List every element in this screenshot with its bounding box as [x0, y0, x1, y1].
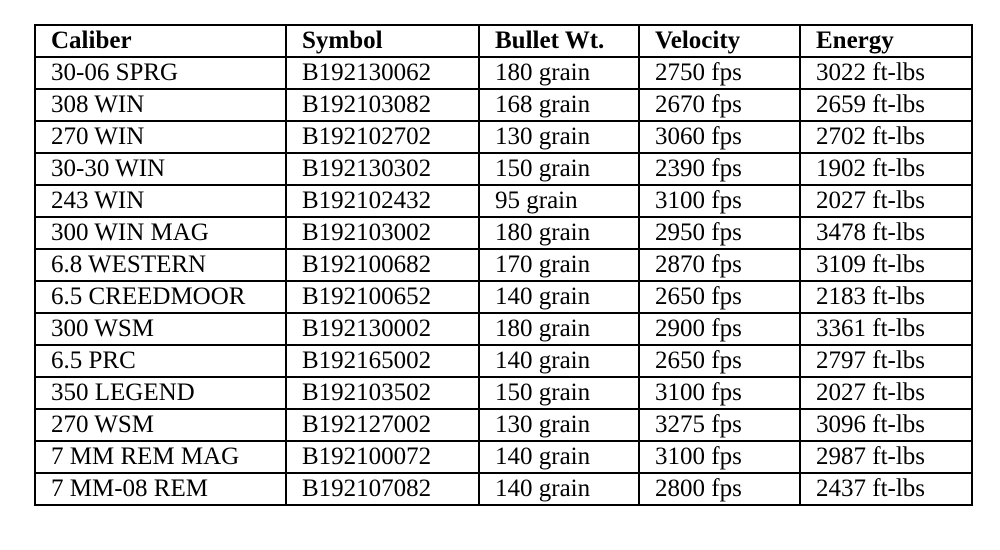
cell-velocity: 2650 fps	[639, 345, 800, 377]
cell-caliber: 30-06 SPRG	[35, 57, 286, 89]
cell-energy: 3096 ft-lbs	[800, 409, 972, 441]
cell-velocity: 3100 fps	[639, 377, 800, 409]
table-header-row	[35, 25, 972, 57]
cell-energy: 3022 ft-lbs	[800, 57, 972, 89]
table-row	[35, 281, 972, 313]
cell-velocity: 2900 fps	[639, 313, 800, 345]
table-row	[35, 441, 972, 473]
cell-velocity: 3060 fps	[639, 121, 800, 153]
cell-velocity: 2800 fps	[639, 473, 800, 505]
table-row	[35, 121, 972, 153]
cell-symbol: B192130002	[286, 313, 479, 345]
cell-velocity: 2870 fps	[639, 249, 800, 281]
cell-symbol: B192102432	[286, 185, 479, 217]
cell-velocity: 2750 fps	[639, 57, 800, 89]
cell-bullet-weight: 95 grain	[479, 185, 639, 217]
cell-energy: 3361 ft-lbs	[800, 313, 972, 345]
cell-velocity: 3100 fps	[639, 185, 800, 217]
cell-velocity: 3275 fps	[639, 409, 800, 441]
cell-energy: 2659 ft-lbs	[800, 89, 972, 121]
cell-bullet-weight: 130 grain	[479, 409, 639, 441]
cell-symbol: B192130062	[286, 57, 479, 89]
cell-energy: 1902 ft-lbs	[800, 153, 972, 185]
ammunition-table	[34, 24, 973, 506]
column-header-caliber: Caliber	[35, 25, 286, 57]
cell-symbol: B192100652	[286, 281, 479, 313]
cell-bullet-weight: 168 grain	[479, 89, 639, 121]
cell-caliber: 270 WSM	[35, 409, 286, 441]
cell-energy: 3109 ft-lbs	[800, 249, 972, 281]
column-header-velocity: Velocity	[639, 25, 800, 57]
column-header-energy: Energy	[800, 25, 972, 57]
cell-energy: 3478 ft-lbs	[800, 217, 972, 249]
cell-energy: 2027 ft-lbs	[800, 185, 972, 217]
cell-symbol: B192165002	[286, 345, 479, 377]
cell-bullet-weight: 130 grain	[479, 121, 639, 153]
cell-symbol: B192130302	[286, 153, 479, 185]
cell-caliber: 300 WSM	[35, 313, 286, 345]
table-row	[35, 89, 972, 121]
cell-bullet-weight: 180 grain	[479, 57, 639, 89]
cell-bullet-weight: 150 grain	[479, 377, 639, 409]
cell-energy: 2702 ft-lbs	[800, 121, 972, 153]
cell-bullet-weight: 140 grain	[479, 281, 639, 313]
table-row	[35, 153, 972, 185]
cell-caliber: 6.8 WESTERN	[35, 249, 286, 281]
cell-bullet-weight: 180 grain	[479, 313, 639, 345]
cell-energy: 2027 ft-lbs	[800, 377, 972, 409]
cell-symbol: B192107082	[286, 473, 479, 505]
table-row	[35, 313, 972, 345]
cell-energy: 2437 ft-lbs	[800, 473, 972, 505]
cell-energy: 2797 ft-lbs	[800, 345, 972, 377]
cell-caliber: 308 WIN	[35, 89, 286, 121]
cell-bullet-weight: 150 grain	[479, 153, 639, 185]
cell-symbol: B192103502	[286, 377, 479, 409]
cell-bullet-weight: 180 grain	[479, 217, 639, 249]
cell-bullet-weight: 170 grain	[479, 249, 639, 281]
cell-bullet-weight: 140 grain	[479, 441, 639, 473]
cell-caliber: 350 LEGEND	[35, 377, 286, 409]
table-row	[35, 473, 972, 505]
cell-bullet-weight: 140 grain	[479, 473, 639, 505]
cell-symbol: B192100072	[286, 441, 479, 473]
cell-caliber: 6.5 PRC	[35, 345, 286, 377]
cell-symbol: B192102702	[286, 121, 479, 153]
cell-caliber: 30-30 WIN	[35, 153, 286, 185]
cell-velocity: 2650 fps	[639, 281, 800, 313]
cell-caliber: 270 WIN	[35, 121, 286, 153]
cell-caliber: 300 WIN MAG	[35, 217, 286, 249]
cell-velocity: 3100 fps	[639, 441, 800, 473]
cell-energy: 2987 ft-lbs	[800, 441, 972, 473]
column-header-symbol: Symbol	[286, 25, 479, 57]
cell-symbol: B192103002	[286, 217, 479, 249]
table-row	[35, 57, 972, 89]
cell-velocity: 2670 fps	[639, 89, 800, 121]
cell-bullet-weight: 140 grain	[479, 345, 639, 377]
cell-velocity: 2950 fps	[639, 217, 800, 249]
table-row	[35, 345, 972, 377]
column-header-bullet-weight: Bullet Wt.	[479, 25, 639, 57]
cell-symbol: B192127002	[286, 409, 479, 441]
cell-caliber: 243 WIN	[35, 185, 286, 217]
cell-symbol: B192103082	[286, 89, 479, 121]
cell-caliber: 6.5 CREEDMOOR	[35, 281, 286, 313]
cell-velocity: 2390 fps	[639, 153, 800, 185]
table-row	[35, 409, 972, 441]
cell-symbol: B192100682	[286, 249, 479, 281]
table-row	[35, 185, 972, 217]
table-row	[35, 217, 972, 249]
cell-energy: 2183 ft-lbs	[800, 281, 972, 313]
cell-caliber: 7 MM REM MAG	[35, 441, 286, 473]
table-row	[35, 249, 972, 281]
table-row	[35, 377, 972, 409]
cell-caliber: 7 MM-08 REM	[35, 473, 286, 505]
